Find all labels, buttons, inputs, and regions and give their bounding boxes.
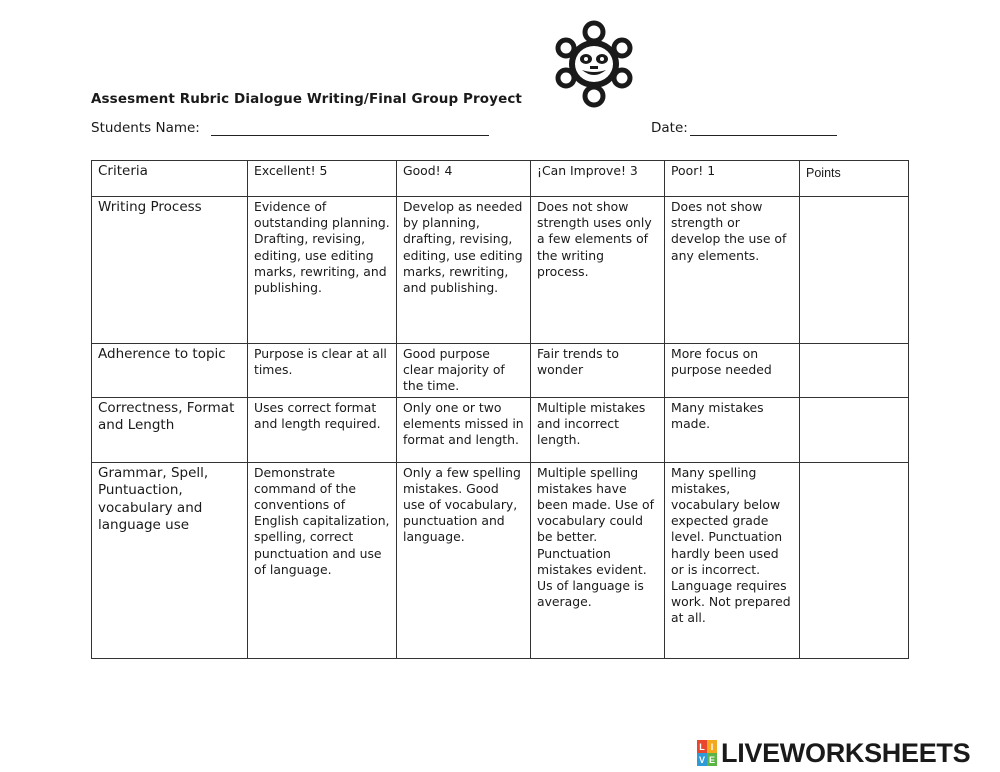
page-title: Assesment Rubric Dialogue Writing/Final Group Proyect	[91, 91, 522, 107]
improve-cell: Does not show strength uses only a few elements of the writing process.	[531, 197, 665, 344]
improve-cell: Multiple mistakes and incorrect length.	[531, 397, 665, 462]
badge-letter: E	[708, 754, 715, 765]
points-cell[interactable]	[800, 344, 909, 398]
table-row	[92, 197, 909, 344]
points-cell[interactable]	[800, 197, 909, 344]
table-row	[92, 462, 909, 658]
date-field[interactable]	[690, 135, 837, 136]
good-cell: Good purpose clear majority of the time.	[397, 344, 531, 398]
badge-letter: I	[707, 740, 717, 753]
column-header-excellent: Excellent! 5	[248, 161, 397, 197]
liveworksheets-brand: LIVEWORKSHEETS	[721, 738, 971, 768]
table-row	[92, 344, 909, 398]
table-header-row	[92, 161, 909, 197]
good-cell: Develop as needed by planning, drafting, revising, editing, use editing marks, rewriting, and publishing.	[397, 197, 531, 344]
badge-letter: L	[697, 740, 707, 753]
column-header-poor: Poor! 1	[665, 161, 800, 197]
good-cell: Only a few spelling mistakes. Good use of vocabulary, punctuation and language.	[397, 462, 531, 658]
date-label: Date:	[651, 120, 688, 136]
poor-cell: Many mistakes made.	[665, 397, 800, 462]
students-name-label: Students Name:	[91, 120, 200, 136]
column-header-good: Good! 4	[397, 161, 531, 197]
points-cell[interactable]	[800, 462, 909, 658]
poor-cell: Does not show strength or develop the use of any elements.	[665, 197, 800, 344]
excellent-cell: Purpose is clear at all times.	[248, 344, 397, 398]
improve-cell: Multiple spelling mistakes have been made. Use of vocabulary could be better. Punctuation mistakes evident. Us of language is average.	[531, 462, 665, 658]
improve-cell: Fair trends to wonder	[531, 344, 665, 398]
criteria-cell: Writing Process	[92, 197, 248, 344]
liveworksheets-watermark	[697, 738, 997, 768]
column-header-criteria: Criteria	[92, 161, 248, 197]
points-cell[interactable]	[800, 397, 909, 462]
badge-letter: V	[698, 754, 705, 765]
excellent-cell: Evidence of outstanding planning. Drafting, revising, editing, use editing marks, rewriting, and publishing.	[248, 197, 397, 344]
criteria-cell: Grammar, Spell, Puntuaction, vocabulary and language use	[92, 462, 248, 658]
taino-sun-icon	[546, 14, 642, 110]
student-info-line	[91, 120, 851, 140]
criteria-cell: Correctness, Format and Length	[92, 397, 248, 462]
poor-cell: More focus on purpose needed	[665, 344, 800, 398]
column-header-points: Points	[800, 161, 909, 197]
criteria-cell: Adherence to topic	[92, 344, 248, 398]
poor-cell: Many spelling mistakes, vocabulary below expected grade level. Punctuation hardly been used or is incorrect. Language requires work. Not prepared at all.	[665, 462, 800, 658]
students-name-field[interactable]	[211, 135, 489, 136]
column-header-improve: ¡Can Improve! 3	[531, 161, 665, 197]
rubric-table	[91, 160, 909, 659]
good-cell: Only one or two elements missed in format and length.	[397, 397, 531, 462]
excellent-cell: Uses correct format and length required.	[248, 397, 397, 462]
liveworksheets-badge-icon	[697, 740, 717, 766]
excellent-cell: Demonstrate command of the conventions of English capitalization, spelling, correct punctuation and use of language.	[248, 462, 397, 658]
table-row	[92, 397, 909, 462]
